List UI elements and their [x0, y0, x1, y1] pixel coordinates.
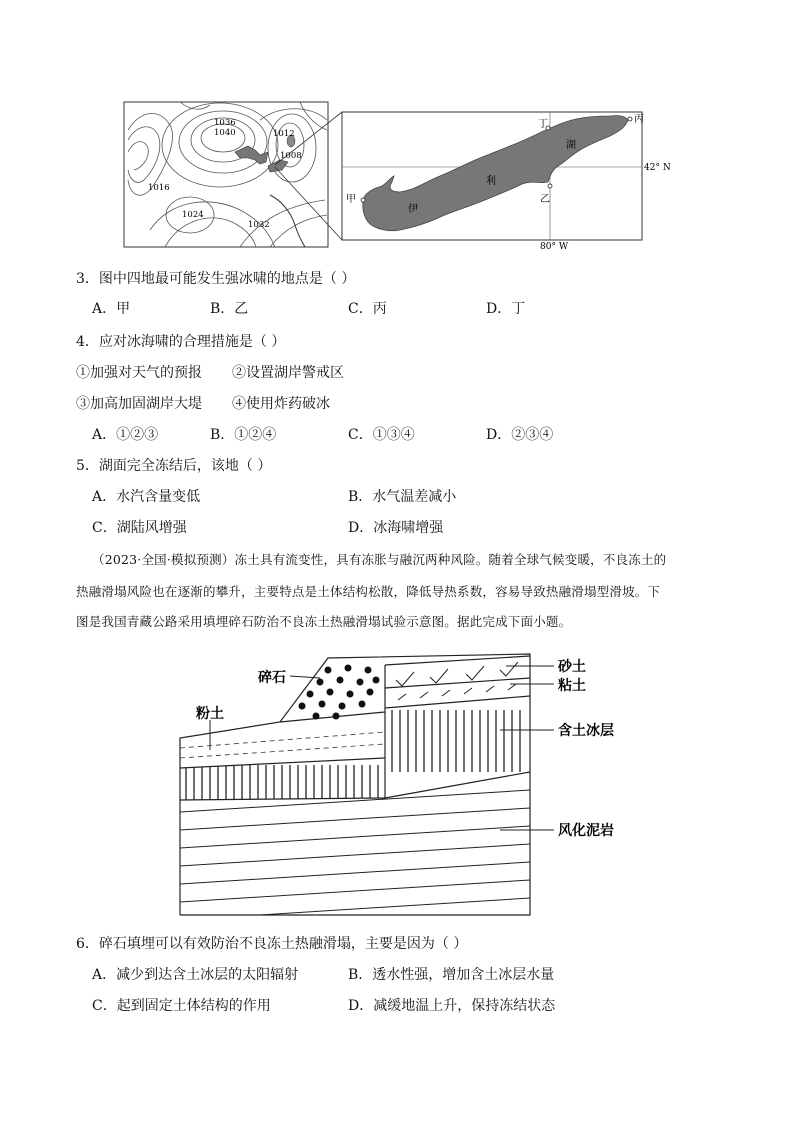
q6-option-c[interactable]: C．起到固定土体结构的作用 [92, 998, 271, 1014]
isobar-1016: 1016 [148, 183, 170, 193]
gravel-fill [299, 665, 380, 720]
label-bing: 丙 [634, 114, 644, 125]
label-hu: 湖 [566, 140, 576, 151]
q6-stem: 6．碎石填埋可以有效防治不良冻土热融滑塌，主要是因为（ ） [76, 936, 468, 952]
sand-clay-boundary [385, 678, 530, 688]
intro-line-3: 图是我国青藏公路采用填埋碎石防治不良冻土热融滑塌试验示意图。据此完成下面小题。 [76, 614, 572, 629]
isobar-1008: 1008 [280, 151, 302, 161]
longitude-label: 80° W [540, 242, 569, 250]
label-mudstone: 风化泥岩 [558, 823, 614, 839]
q4-item-2: ②设置湖岸警戒区 [232, 365, 344, 381]
q4-option-d[interactable]: D．②③④ [486, 427, 554, 443]
point-bing-marker [628, 117, 632, 121]
clay-ice-boundary [385, 696, 530, 708]
isobar-1024: 1024 [182, 210, 204, 220]
label-yi2: 伊 [408, 204, 418, 215]
q6-option-a[interactable]: A．减少到达含土冰层的太阳辐射 [92, 967, 299, 983]
label-sand: 砂土 [558, 659, 586, 675]
q4-option-b[interactable]: B．①②④ [210, 427, 277, 443]
q3-option-d[interactable]: D．丁 [486, 301, 526, 317]
q4-item-4: ④使用炸药破冰 [232, 396, 330, 412]
sand-top [385, 656, 530, 665]
q4-item-1: ①加强对天气的预报 [76, 365, 202, 381]
label-jia: 甲 [346, 194, 356, 205]
soil-diagram [170, 650, 630, 920]
gravel-base [280, 712, 385, 722]
label-ding: 丁 [538, 119, 548, 130]
label-clay: 粘土 [558, 678, 586, 694]
label-ice-layer: 含土冰层 [558, 723, 614, 739]
label-yi: 乙 [540, 194, 550, 205]
q5-stem: 5．湖面完全冻结后，该地（ ） [76, 458, 272, 474]
mudstone-layer [180, 750, 530, 920]
label-silt: 粉土 [196, 706, 224, 722]
q4-stem: 4．应对冰海啸的合理措施是（ ） [76, 334, 286, 350]
sand-layer [396, 662, 518, 686]
q3-option-a[interactable]: A．甲 [92, 301, 131, 317]
q5-option-c[interactable]: C．湖陆风增强 [92, 520, 187, 536]
q5-option-d[interactable]: D．冰海啸增强 [348, 520, 444, 536]
q3-option-c[interactable]: C．丙 [348, 301, 387, 317]
q6-option-d[interactable]: D．减缓地温上升，保持冻结状态 [348, 998, 556, 1014]
isobar-1012: 1012 [273, 129, 295, 139]
q5-option-b[interactable]: B．水气温差减小 [348, 489, 457, 505]
point-yi-marker [548, 184, 552, 188]
q3-stem: 3．图中四地最可能发生强冰啸的地点是（ ） [76, 271, 356, 287]
map-figure [120, 100, 680, 250]
point-jia-marker [361, 198, 365, 202]
isobar-1032: 1032 [248, 220, 270, 230]
latitude-label: 42° N [644, 163, 671, 173]
label-li: 利 [486, 176, 496, 187]
q3-option-b[interactable]: B．乙 [210, 301, 249, 317]
isobar-1036: 1036 [214, 118, 236, 128]
q4-option-c[interactable]: C．①③④ [348, 427, 415, 443]
q5-option-a[interactable]: A．水汽含量变低 [92, 489, 201, 505]
isobar-1040: 1040 [214, 128, 236, 138]
intro-line-2: 热融滑塌风险也在逐渐的攀升，主要特点是土体结构松散，降低导热系数，容易导致热融滑塌型滑坡。下 [76, 584, 661, 599]
q4-option-a[interactable]: A．①②③ [92, 427, 159, 443]
label-gravel: 碎石 [258, 670, 286, 686]
silt-layer [180, 732, 385, 758]
intro-line-1: （2023·全国·模拟预测）冻土具有流变性，具有冻胀与融沉两种风险。随着全球气候变暖，不良冻土的 [92, 552, 667, 567]
q4-item-3: ③加高加固湖岸大堤 [76, 396, 202, 412]
q6-option-b[interactable]: B．透水性强，增加含土冰层水量 [348, 967, 555, 983]
